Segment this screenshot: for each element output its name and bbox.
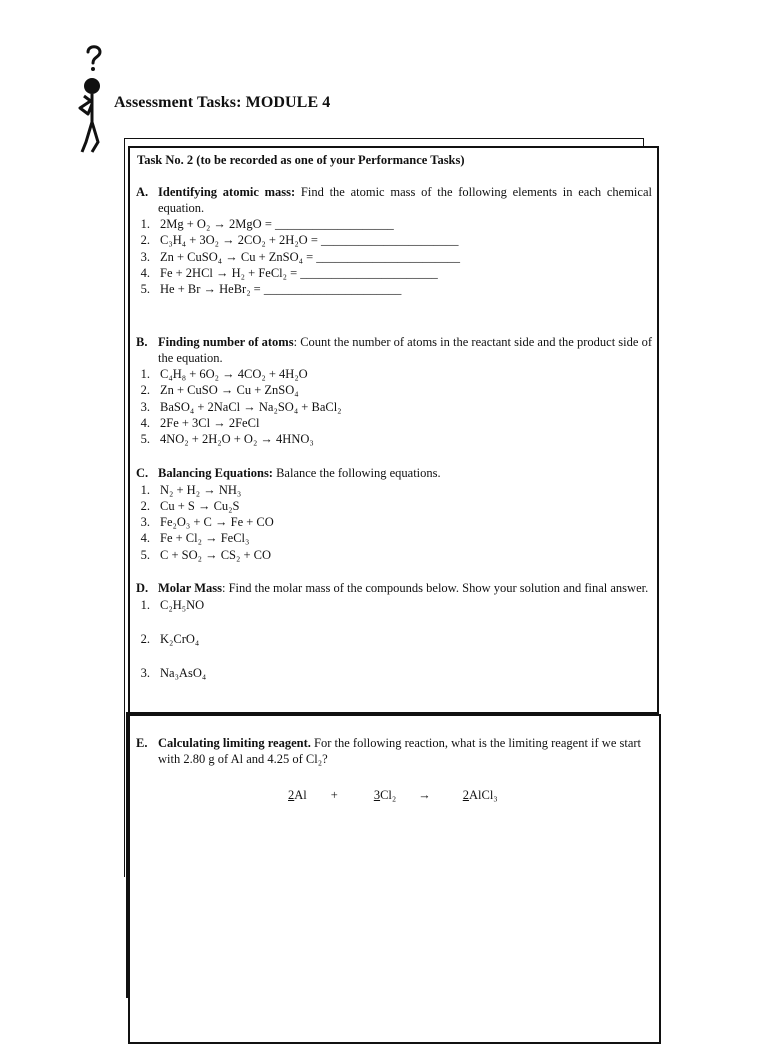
item-text: Fe₂O₃ + C → Fe + CO — [160, 515, 274, 530]
list-item — [136, 382, 652, 398]
item-text: N₂ + H₂ → NH₃ — [160, 482, 242, 497]
section-letter: C. — [136, 466, 149, 480]
product: AlCl₃ — [468, 788, 498, 802]
item-text: 2Mg + O₂ → 2MgO = ___________________ — [160, 217, 394, 231]
item-text: He + Br → HeBr₂ = ______________________ — [160, 282, 402, 297]
list-item — [136, 431, 652, 447]
instruction-text: : Count the number of atoms in the reactant side and the product side of the equation. — [158, 335, 652, 365]
reactant: Al — [294, 788, 307, 802]
list-item — [136, 665, 652, 681]
section-letter: D. — [136, 581, 149, 595]
list-item — [136, 530, 652, 546]
item-text: Cu + S → Cu₂S — [160, 498, 240, 513]
task-box — [128, 146, 659, 714]
item-number: 1. — [140, 597, 150, 612]
section-d — [136, 581, 652, 681]
item-number: 1. — [140, 482, 150, 497]
section-title: Identifying atomic mass: — [158, 185, 296, 199]
section-b — [136, 335, 652, 447]
list-item — [136, 281, 652, 297]
section-e — [136, 736, 652, 767]
section-c — [136, 466, 652, 563]
item-number: 3. — [140, 249, 150, 264]
reactant: Cl₂ — [380, 788, 397, 802]
item-number: 5. — [140, 547, 150, 562]
list-item — [136, 366, 652, 382]
item-text: C₂H₅NO — [160, 597, 205, 612]
coefficient: 2 — [288, 788, 295, 802]
item-number: 3. — [140, 665, 150, 680]
item-list — [136, 216, 652, 297]
section-letter: E. — [136, 736, 148, 750]
instruction-text: For the following reaction, what is the limiting reagent if we start with 2.80 g of Al and 4.25 of Cl₂? — [158, 736, 642, 766]
item-text: Na₃AsO₄ — [160, 665, 207, 680]
item-text: BaSO₄ + 2NaCl → Na₂SO₄ + BaCl₂ — [160, 399, 342, 414]
list-item — [136, 265, 652, 281]
list-item — [136, 249, 652, 265]
page-title: Assessment Tasks: MODULE 4 — [114, 94, 331, 111]
item-text: C + SO₂ → CS₂ + CO — [160, 547, 272, 562]
list-item — [136, 415, 652, 431]
item-text: Fe + Cl₂ → FeCl₃ — [160, 531, 250, 546]
section-instruction — [158, 736, 652, 767]
section-instruction — [158, 185, 652, 216]
list-item — [136, 597, 652, 631]
reaction-equation — [288, 788, 498, 803]
item-list — [136, 366, 652, 447]
item-number: 5. — [140, 432, 150, 447]
item-number: 3. — [140, 515, 150, 530]
section-letter: B. — [136, 335, 148, 349]
list-item — [136, 547, 652, 563]
section-instruction — [158, 581, 652, 597]
list-item — [136, 399, 652, 415]
list-item — [136, 498, 652, 514]
item-number: 5. — [140, 282, 150, 297]
section-title: Molar Mass — [158, 581, 222, 595]
item-text: Fe + 2HCl → H₂ + FeCl₂ = ______________________ — [160, 265, 438, 280]
item-text: K₂CrO₄ — [160, 631, 200, 646]
list-item — [136, 216, 652, 232]
instruction-text: : Find the molar mass of the compounds below. Show your solution and final answer. — [222, 581, 649, 595]
section-a — [136, 185, 652, 297]
section-instruction — [158, 466, 652, 482]
arrow: → — [418, 788, 431, 802]
item-number: 4. — [140, 531, 150, 546]
list-item — [136, 631, 652, 665]
item-text: Zn + CuSO → Cu + ZnSO₄ — [160, 383, 299, 398]
list-item — [136, 482, 652, 498]
item-number: 2. — [140, 383, 150, 398]
item-number: 3. — [140, 399, 150, 414]
item-number: 2. — [140, 498, 150, 513]
task-heading: Task No. 2 (to be recorded as one of your Performance Tasks) — [137, 153, 465, 167]
item-text: C₄H₈ + 6O₂ → 4CO₂ + 4H₂O — [160, 367, 308, 381]
coefficient: 3 — [373, 788, 381, 802]
item-list — [136, 482, 652, 563]
instruction-text: Balance the following equations. — [272, 466, 441, 480]
item-text: Zn + CuSO₄ → Cu + ZnSO₄ = _______________________ — [160, 249, 461, 264]
section-title: Balancing Equations: — [158, 466, 273, 480]
item-number: 1. — [140, 217, 150, 231]
item-number: 2. — [140, 233, 150, 248]
list-item — [136, 232, 652, 248]
item-text: 2Fe + 3Cl → 2FeCl — [160, 415, 260, 430]
item-list — [136, 597, 652, 681]
item-number: 2. — [140, 631, 150, 646]
thinking-figure-icon — [72, 42, 108, 158]
coefficient: 2 — [462, 788, 469, 802]
item-number: 4. — [140, 415, 150, 430]
list-item — [136, 514, 652, 530]
item-number: 4. — [140, 265, 150, 280]
item-number: 1. — [140, 367, 150, 381]
item-text: 4NO₂ + 2H₂O + O₂ → 4HNO₃ — [160, 432, 314, 447]
section-title: Finding number of atoms — [158, 335, 294, 349]
section-title: Calculating limiting reagent. — [158, 736, 311, 750]
section-instruction — [158, 335, 652, 366]
task-box-2 — [128, 714, 661, 1044]
section-letter: A. — [136, 185, 149, 199]
instruction-text: Find the atomic mass of the following elements in each chemical equation. — [158, 185, 652, 215]
item-text: C₃H₄ + 3O₂ → 2CO₂ + 2H₂O = ______________________ — [160, 233, 459, 248]
plus-sign: + — [330, 788, 338, 802]
